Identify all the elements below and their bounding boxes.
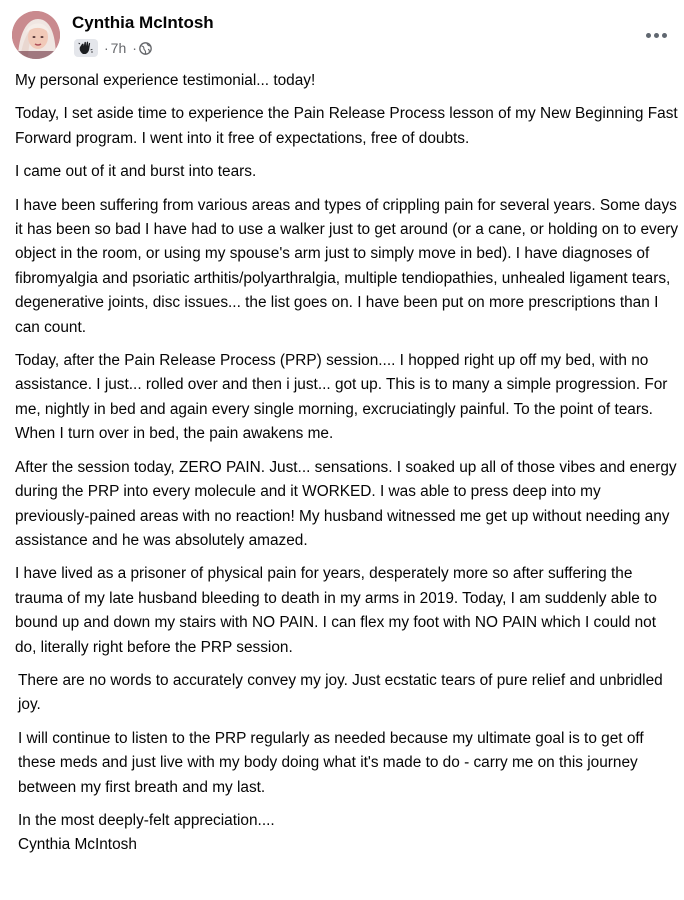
waving-hand-icon[interactable] — [74, 39, 98, 57]
post-meta — [74, 38, 152, 58]
meta-separator-2: · — [132, 40, 137, 56]
post-paragraph: I came out of it and burst into tears. — [15, 163, 257, 181]
post-body — [15, 69, 679, 858]
post-paragraph: I have been suffering from various areas and types of crippling pain for several years. Some days it has been so bad I have had to use a walker just to get around (or a cane, or holding on to every object in the room, or using my spouse's arm just to simply move in bed). I have diagnoses of fibromyalgia and psoriatic arthitis/polyarthralgia, multiple tendiopathies, unhealed ligament tears, degenerative joints, disc issues... the list goes on. I have been put on more prescriptions than I can count. — [15, 196, 679, 336]
closing-line: In the most deeply-felt appreciation.... — [18, 811, 275, 829]
avatar[interactable] — [12, 11, 60, 59]
post-header — [12, 11, 672, 59]
avatar-image — [12, 11, 60, 59]
signature: Cynthia McIntosh — [18, 836, 137, 854]
post-paragraph: Today, I set aside time to experience the Pain Release Process lesson of my New Beginning Fast Forward program. I went into it free of expectations, free of doubts. — [15, 105, 678, 147]
post-paragraph: After the session today, ZERO PAIN. Just... sensations. I soaked up all of those vibes and energy during the PRP into every molecule and it WORKED. I was able to press deep into my previously-pained areas with no reaction! My husband witnessed me get up without needing any assistance and he was absolutely amazed. — [15, 458, 677, 549]
globe-icon[interactable] — [139, 42, 152, 55]
more-options-icon[interactable] — [640, 25, 672, 45]
post-paragraph: I will continue to listen to the PRP regularly as needed because my ultimate goal is to get off these meds and just live with my body doing what it's made to do - carry me on this journey between my first breath and my last. — [18, 729, 644, 796]
post-signoff — [15, 809, 679, 858]
post-paragraph: My personal experience testimonial... today! — [15, 72, 316, 89]
meta-separator: · — [104, 40, 109, 56]
author-name[interactable]: Cynthia McIntosh — [72, 13, 214, 32]
post-paragraph: Today, after the Pain Release Process (PRP) session.... I hopped right up off my bed, with no assistance. I just... rolled over and then i just... got up. This is to many a simple progression. For me, nightly in bed and again every single morning, excruciatingly painful. To the point of tears. When I turn over in bed, the pain awakens me. — [15, 352, 668, 443]
post-paragraph: There are no words to accurately convey my joy. Just ecstatic tears of pure relief and unbridled joy. — [18, 671, 663, 714]
post-paragraph: I have lived as a prisoner of physical pain for years, desperately more so after suffering the trauma of my late husband bleeding to death in my arms in 2019. Today, I am suddenly able to bound up and down my stairs with NO PAIN. I can flex my foot with NO PAIN which I could not do, literally right before the PRP session. — [15, 565, 657, 656]
post-timestamp[interactable]: 7h — [110, 40, 127, 56]
